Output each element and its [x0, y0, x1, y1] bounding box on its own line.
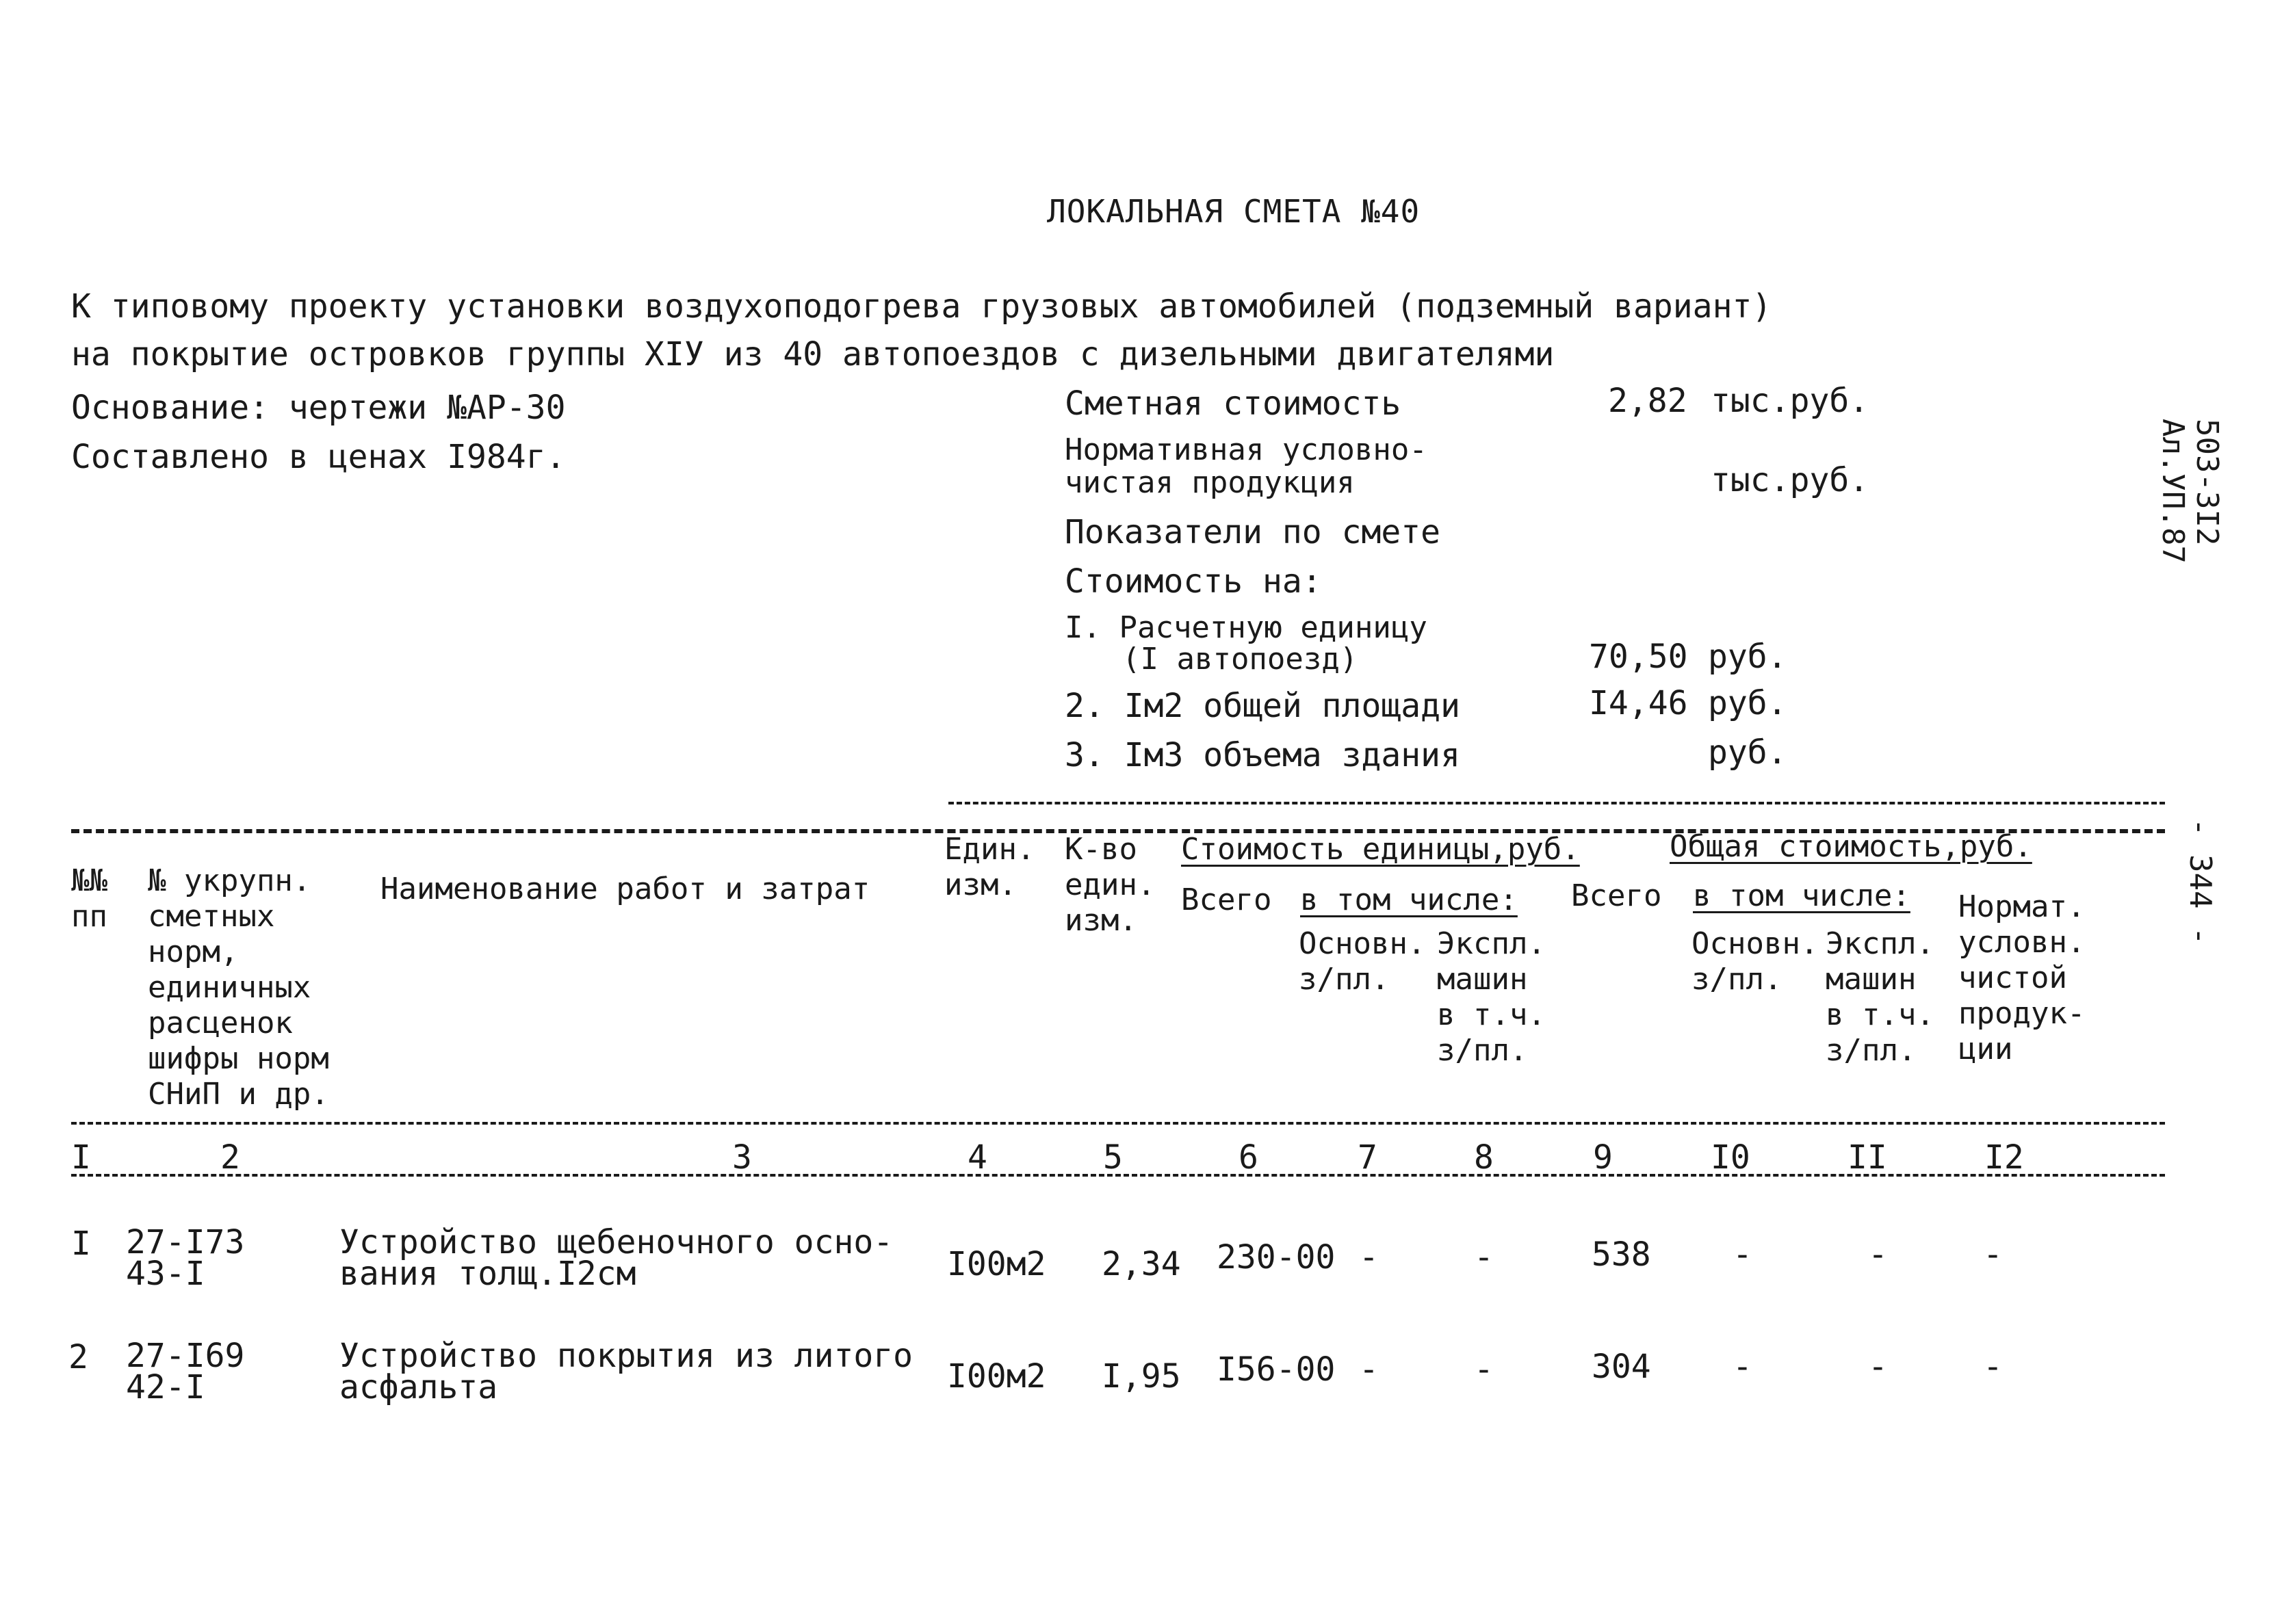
column-number: I2	[1984, 1138, 2024, 1177]
normative-unit: тыс.руб.	[1711, 461, 1869, 499]
row-name-1: Устройство щебеночного осно-	[339, 1223, 894, 1261]
row-code-1: 27-I69	[126, 1337, 245, 1375]
row-code-2: 43-I	[126, 1255, 205, 1293]
column-number: II	[1847, 1138, 1887, 1177]
side-doc-code-2: Ал.УП.87	[2155, 419, 2190, 564]
intro-line-1: К типовому проекту установки воздухоподогрева грузовых автомобилей (подземный вариант)	[71, 287, 1772, 326]
row-number: I	[71, 1224, 91, 1263]
normative-label-2: чистая продукция	[1065, 465, 1355, 500]
table-top-rule-upper	[948, 802, 2165, 804]
row-total-normative: -	[1983, 1348, 2003, 1386]
estimated-cost-value: 2,82	[1608, 382, 1687, 420]
column-number: I	[71, 1138, 91, 1177]
header-unit-machinery: Экспл. машин в т.ч. з/пл.	[1437, 926, 1546, 1068]
estimated-cost-unit: тыс.руб.	[1711, 382, 1869, 420]
column-number: 3	[732, 1138, 752, 1177]
page-number: - 344 -	[2183, 818, 2218, 945]
header-norm-code: № укрупн. сметных норм, единичных расценок шифры норм СНиП и др.	[148, 863, 329, 1112]
header-total-all: Всего	[1571, 878, 1662, 913]
prices-line: Составлено в ценах I984г.	[71, 438, 566, 476]
header-unit-basic-wage: Основн. з/пл.	[1299, 926, 1426, 997]
header-row-number: №№ пп	[71, 863, 107, 934]
item1-label-1: I. Расчетную единицу	[1065, 610, 1427, 645]
header-total-machinery: Экспл. машин в т.ч. з/пл.	[1826, 926, 1934, 1068]
item1-label-2: (I автопоезд)	[1122, 642, 1358, 677]
item1-unit: руб.	[1708, 638, 1787, 676]
row-unit-cost: 230-00	[1217, 1238, 1336, 1276]
row-code-1: 27-I73	[126, 1223, 245, 1261]
row-name-2: асфальта	[339, 1368, 498, 1406]
row-name-1: Устройство покрытия из литого	[339, 1337, 913, 1375]
document-title: ЛОКАЛЬНАЯ СМЕТА №40	[1047, 193, 1421, 230]
row-total-normative: -	[1983, 1235, 2003, 1274]
column-numbers-top-rule	[71, 1122, 2165, 1125]
column-number: 5	[1103, 1138, 1123, 1177]
column-number: 6	[1239, 1138, 1258, 1177]
item2-unit: руб.	[1708, 684, 1787, 722]
row-unit-machinery: -	[1474, 1350, 1494, 1389]
item1-value: 70,50	[1589, 638, 1688, 676]
row-name-2: вания толщ.I2см	[339, 1255, 636, 1293]
header-unit: Един. изм.	[944, 832, 1035, 902]
header-unit-cost: Стоимость единицы,руб.	[1181, 832, 1580, 867]
column-number: 7	[1358, 1138, 1377, 1177]
header-total-basic-wage: Основн. з/пл.	[1691, 926, 1819, 997]
row-total-basic: -	[1733, 1235, 1752, 1274]
row-total-machinery: -	[1868, 1348, 1888, 1386]
indicators-label: Показатели по смете	[1065, 513, 1441, 551]
row-code-2: 42-I	[126, 1368, 205, 1406]
intro-line-2: на покрытие островков группы XIУ из 40 автопоездов с дизельными двигателями	[71, 335, 1555, 374]
header-work-name: Наименование работ и затрат	[380, 872, 870, 906]
row-unit: I00м2	[947, 1357, 1046, 1396]
item2-value: I4,46	[1589, 684, 1688, 722]
header-quantity: К-во един. изм.	[1065, 832, 1156, 938]
row-total: 304	[1592, 1348, 1651, 1386]
column-number: 9	[1593, 1138, 1613, 1177]
basis-line: Основание: чертежи №АР-30	[71, 389, 566, 427]
row-unit: I00м2	[947, 1245, 1046, 1283]
column-number: 8	[1474, 1138, 1494, 1177]
header-normative-product: Нормат. условн. чистой продук- ции	[1958, 889, 2086, 1066]
row-unit-basic: -	[1359, 1238, 1379, 1276]
estimated-cost-label: Сметная стоимость	[1065, 384, 1401, 423]
column-number: 2	[220, 1138, 240, 1177]
side-doc-code-1: 503-3I2	[2190, 419, 2225, 546]
column-number: 4	[968, 1138, 987, 1177]
row-number: 2	[68, 1338, 88, 1376]
header-unit-including: в том числе:	[1300, 882, 1518, 917]
row-quantity: 2,34	[1102, 1245, 1181, 1283]
normative-label-1: Нормативная условно-	[1065, 432, 1427, 467]
row-total-machinery: -	[1868, 1235, 1888, 1274]
row-total-basic: -	[1733, 1348, 1752, 1386]
header-unit-total: Всего	[1181, 882, 1272, 917]
item3-unit: руб.	[1708, 733, 1787, 772]
cost-on-label: Стоимость на:	[1065, 562, 1322, 601]
column-number: I0	[1711, 1138, 1750, 1177]
row-unit-cost: I56-00	[1217, 1350, 1336, 1389]
header-total-including: в том числе:	[1693, 878, 1910, 913]
row-unit-machinery: -	[1474, 1238, 1494, 1276]
row-total: 538	[1592, 1235, 1651, 1274]
row-unit-basic: -	[1359, 1350, 1379, 1389]
row-quantity: I,95	[1102, 1357, 1181, 1396]
item2-label: 2. Iм2 общей площади	[1065, 687, 1460, 725]
column-numbers-bottom-rule	[71, 1174, 2165, 1177]
item3-label: 3. Iм3 объема здания	[1065, 736, 1460, 774]
header-total-cost: Общая стоимость,руб.	[1670, 829, 2032, 864]
